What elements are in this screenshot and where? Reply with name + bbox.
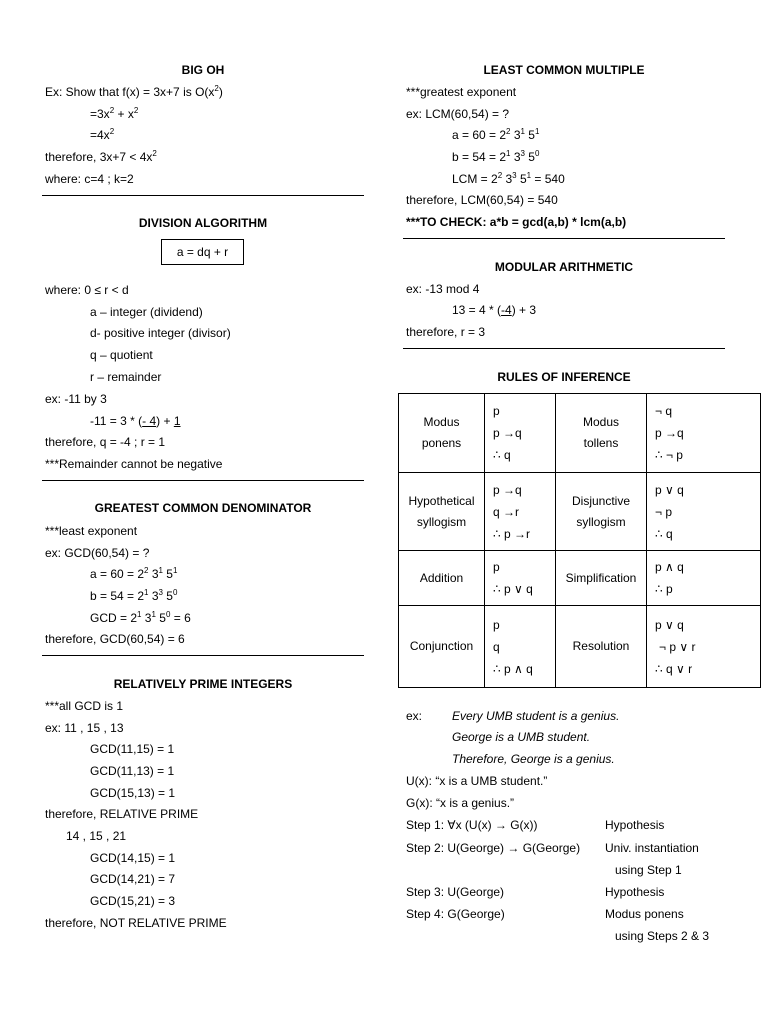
divider [42, 655, 364, 656]
rule-name-cell: Modus ponens [399, 394, 485, 473]
division-note: ***Remainder cannot be negative [45, 457, 223, 471]
division-q-def: q – quotient [90, 348, 153, 362]
divider [42, 195, 364, 196]
lcm-check-note: ***TO CHECK: a*b = gcd(a,b) * lcm(a,b) [406, 215, 627, 229]
rpi-example-1: ex: 11 , 15 , 13 [45, 721, 124, 735]
gcd-heading: GREATEST COMMON DENOMINATOR [94, 501, 312, 515]
example-predicate-u: U(x): “x is a UMB student.” [406, 774, 548, 788]
divider [403, 348, 725, 349]
rule-name-cell: Disjunctive syllogism [556, 473, 647, 551]
gcd-result-factor: GCD = $2^1$ $3^1$ $5^0 = 6$ [90, 610, 191, 625]
rpi-gcd-line: GCD(14,21) = 7 [90, 872, 176, 886]
gcd-therefore: therefore, GCD(60,54) = 6 [45, 632, 185, 646]
rpi-therefore-1: therefore, RELATIVE PRIME [45, 807, 199, 821]
gcd-note: ***least exponent [45, 524, 138, 538]
division-r-def: r – remainder [90, 370, 162, 384]
example-step-3-reason: Hypothesis [605, 885, 665, 899]
division-equation: -11 = 3 * (- 4) + 1 [90, 414, 181, 428]
rule-name-cell: Resolution [556, 606, 647, 688]
example-step-1-reason: Hypothesis [605, 818, 665, 832]
division-formula-box: a = dq + r [161, 239, 244, 265]
rule-name-cell: Conjunction [399, 606, 485, 688]
example-step-3: Step 3: U(George) [406, 885, 505, 899]
inference-heading: RULES OF INFERENCE [497, 370, 631, 384]
example-premise-1: Every UMB student is a genius. [452, 709, 620, 723]
big-oh-therefore: therefore, $3x+7 < 4x^2$ [45, 149, 157, 164]
example-step-2-reason-detail: using Step 1 [615, 863, 682, 877]
rule-name-cell: Addition [399, 551, 485, 606]
rule-form-cell: p ∴ p ∨ q [485, 551, 556, 606]
rule-form-cell: p ∨ q ¬ p ∴ q [647, 473, 761, 551]
lcm-result-factor: LCM = $2^2$ $3^3$ $5^1 = 540$ [452, 171, 565, 186]
table-row [399, 551, 761, 606]
lcm-a-factor: $a = 60 = 2^2$ $3^1$ $5^1$ [452, 127, 540, 142]
example-step-2-reason: Univ. instantiation [605, 841, 699, 855]
rpi-gcd-line: GCD(14,15) = 1 [90, 851, 176, 865]
example-label: ex: [406, 709, 423, 723]
divider [42, 480, 364, 481]
rpi-note: ***all GCD is 1 [45, 699, 124, 713]
example-step-4-reason: Modus ponens [605, 907, 684, 921]
rule-form-cell: p p →q ∴ q [485, 394, 556, 473]
table-row [399, 606, 761, 688]
lcm-b-factor: $b = 54 = 2^1$ $3^3$ $5^0$ [452, 149, 540, 164]
example-premise-2: George is a UMB student. [452, 730, 591, 744]
divider [403, 238, 725, 239]
lcm-heading: LEAST COMMON MULTIPLE [483, 63, 645, 77]
rule-form-cell: ¬ q p →q ∴ ¬ p [647, 394, 761, 473]
rpi-gcd-line: GCD(11,13) = 1 [90, 764, 175, 778]
big-oh-where: where: c=4 ; k=2 [45, 172, 134, 186]
big-oh-step-2: $=4x^2$ [90, 127, 115, 142]
example-step-4: Step 4: G(George) [406, 907, 505, 921]
lcm-note: ***greatest exponent [406, 85, 517, 99]
table-row [399, 394, 761, 473]
division-example: ex: -11 by 3 [45, 392, 107, 406]
big-oh-step-1: $=3x^2 + x^2$ [90, 106, 139, 121]
rule-form-cell: p →q q →r ∴ p →r [485, 473, 556, 551]
example-step-1: Step 1: ∀x (U(x) → G(x)) [406, 818, 538, 832]
example-step-4-reason-detail: using Steps 2 & 3 [615, 929, 710, 943]
rpi-gcd-line: GCD(15,21) = 3 [90, 894, 176, 908]
modular-heading: MODULAR ARITHMETIC [494, 260, 634, 274]
modular-example: ex: -13 mod 4 [406, 282, 480, 296]
rule-name-cell: Simplification [556, 551, 647, 606]
inference-table [398, 393, 761, 688]
rpi-therefore-2: therefore, NOT RELATIVE PRIME [45, 916, 227, 930]
gcd-example: ex: GCD(60,54) = ? [45, 546, 150, 560]
rpi-gcd-line: GCD(11,15) = 1 [90, 742, 175, 756]
division-d-def: d- positive integer (divisor) [90, 326, 231, 340]
example-predicate-g: G(x): “x is a genius.” [406, 796, 515, 810]
rule-name-cell: Hypothetical syllogism [399, 473, 485, 551]
division-a-def: a – integer (dividend) [90, 305, 203, 319]
gcd-a-factor: $a = 60 = 2^2$ $3^1$ $5^1$ [90, 566, 178, 581]
rpi-gcd-line: GCD(15,13) = 1 [90, 786, 176, 800]
modular-therefore: therefore, r = 3 [406, 325, 486, 339]
rpi-example-2: 14 , 15 , 21 [66, 829, 127, 843]
lcm-example: ex: LCM(60,54) = ? [406, 107, 510, 121]
rule-form-cell: p q ∴ p ∧ q [485, 606, 556, 688]
division-where: where: 0 ≤ r < d [45, 283, 129, 297]
rule-name-cell: Modus tollens [556, 394, 647, 473]
modular-equation: 13 = 4 * (-4) + 3 [452, 303, 537, 317]
rule-form-cell: p ∨ q ¬ p ∨ r ∴ q ∨ r [647, 606, 761, 688]
rpi-heading: RELATIVELY PRIME INTEGERS [113, 677, 293, 691]
division-therefore: therefore, q = -4 ; r = 1 [45, 435, 166, 449]
gcd-b-factor: $b = 54 = 2^1$ $3^3$ $5^0$ [90, 588, 178, 603]
big-oh-heading: BIG OH [181, 63, 225, 77]
rule-form-cell: p ∧ q ∴ p [647, 551, 761, 606]
example-conclusion: Therefore, George is a genius. [452, 752, 615, 766]
big-oh-example: Ex: Show that f(x) = 3x+7 is $O(x^2)$ [45, 84, 223, 99]
division-heading: DIVISION ALGORITHM [138, 216, 268, 230]
table-row [399, 473, 761, 551]
lcm-therefore: therefore, LCM(60,54) = 540 [406, 193, 558, 207]
example-step-2: Step 2: U(George) → G(George) [406, 841, 581, 855]
